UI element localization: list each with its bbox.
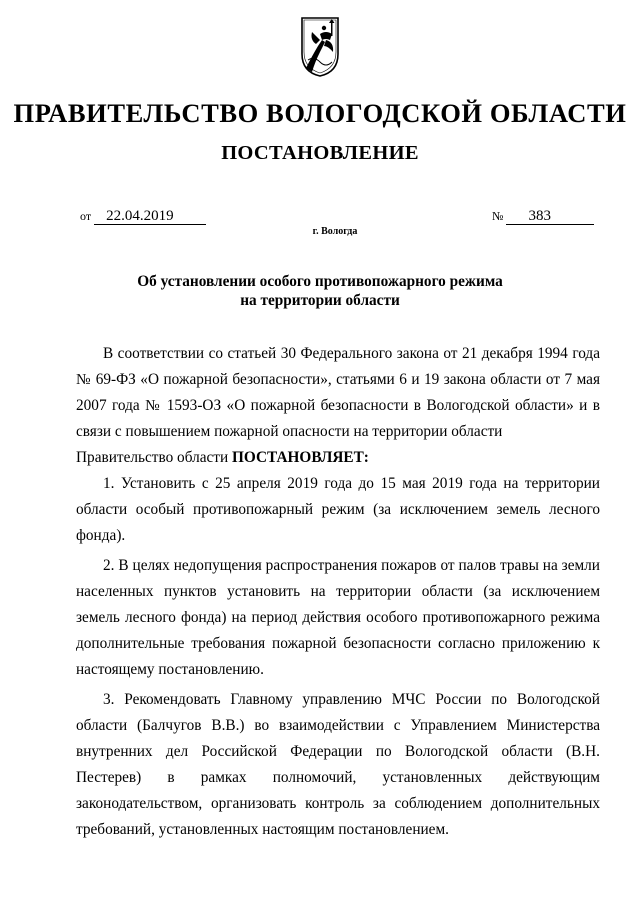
decree-word: ПОСТАНОВЛЯЕТ:: [232, 449, 369, 466]
document-date: 22.04.2019: [94, 209, 206, 225]
decree-item: 1. Установить с 25 апреля 2019 года до 15 мая 2019 года на территории области особый противопожарный режим (за исключением земель лесного фонда).: [76, 475, 600, 544]
decree-item: 3. Рекомендовать Главному управлению МЧС России по Вологодской области (Балчугов В.В.) во взаимодействии с Управлением Министерства внутренних дел Российской Федерации по Вологодской области (В.Н. Пестерев) в рамках полномочий, установленных действующим законодательством, организовать контроль за соблюдением дополнительных требований, установленных настоящим постановлением.: [76, 691, 600, 838]
document-number: 383: [506, 209, 594, 225]
preamble-paragraph: В соответствии со статьей 30 Федерального закона от 21 декабря 1994 года № 69-ФЗ «О пожарной безопасности», статьями 6 и 19 закона области от 7 мая 2007 года № 1593-ОЗ «О пожарной безопасности в Вологодской области» и в связи с повышением пожарной опасности на территории области: [76, 345, 600, 440]
subject-line: Об установлении особого противопожарного режима: [137, 273, 503, 290]
subject-line: на территории области: [240, 292, 400, 309]
date-prefix: от: [80, 209, 92, 223]
decree-item: 2. В целях недопущения распространения пожаров от палов травы на земли населенных пунктов установить на территории области (за исключением земель лесного фонда) на период действия особого противопожарного режима дополнительные требования пожарной безопасности согласно приложению к настоящему постановлению.: [76, 557, 600, 678]
government-title: ПРАВИТЕЛЬСТВО ВОЛОГОДСКОЙ ОБЛАСТИ: [13, 98, 627, 128]
decree-line: [76, 445, 600, 471]
decree-prefix: Правительство области: [76, 449, 233, 466]
date-line: [80, 209, 206, 225]
coat-of-arms-icon: [300, 16, 340, 78]
document-subject: [0, 272, 640, 310]
number-line: [492, 209, 594, 225]
document-body: [76, 341, 600, 843]
city-label: г. Вологда: [312, 226, 358, 237]
number-prefix: №: [492, 209, 504, 223]
document-type: ПОСТАНОВЛЕНИЕ: [221, 142, 419, 164]
